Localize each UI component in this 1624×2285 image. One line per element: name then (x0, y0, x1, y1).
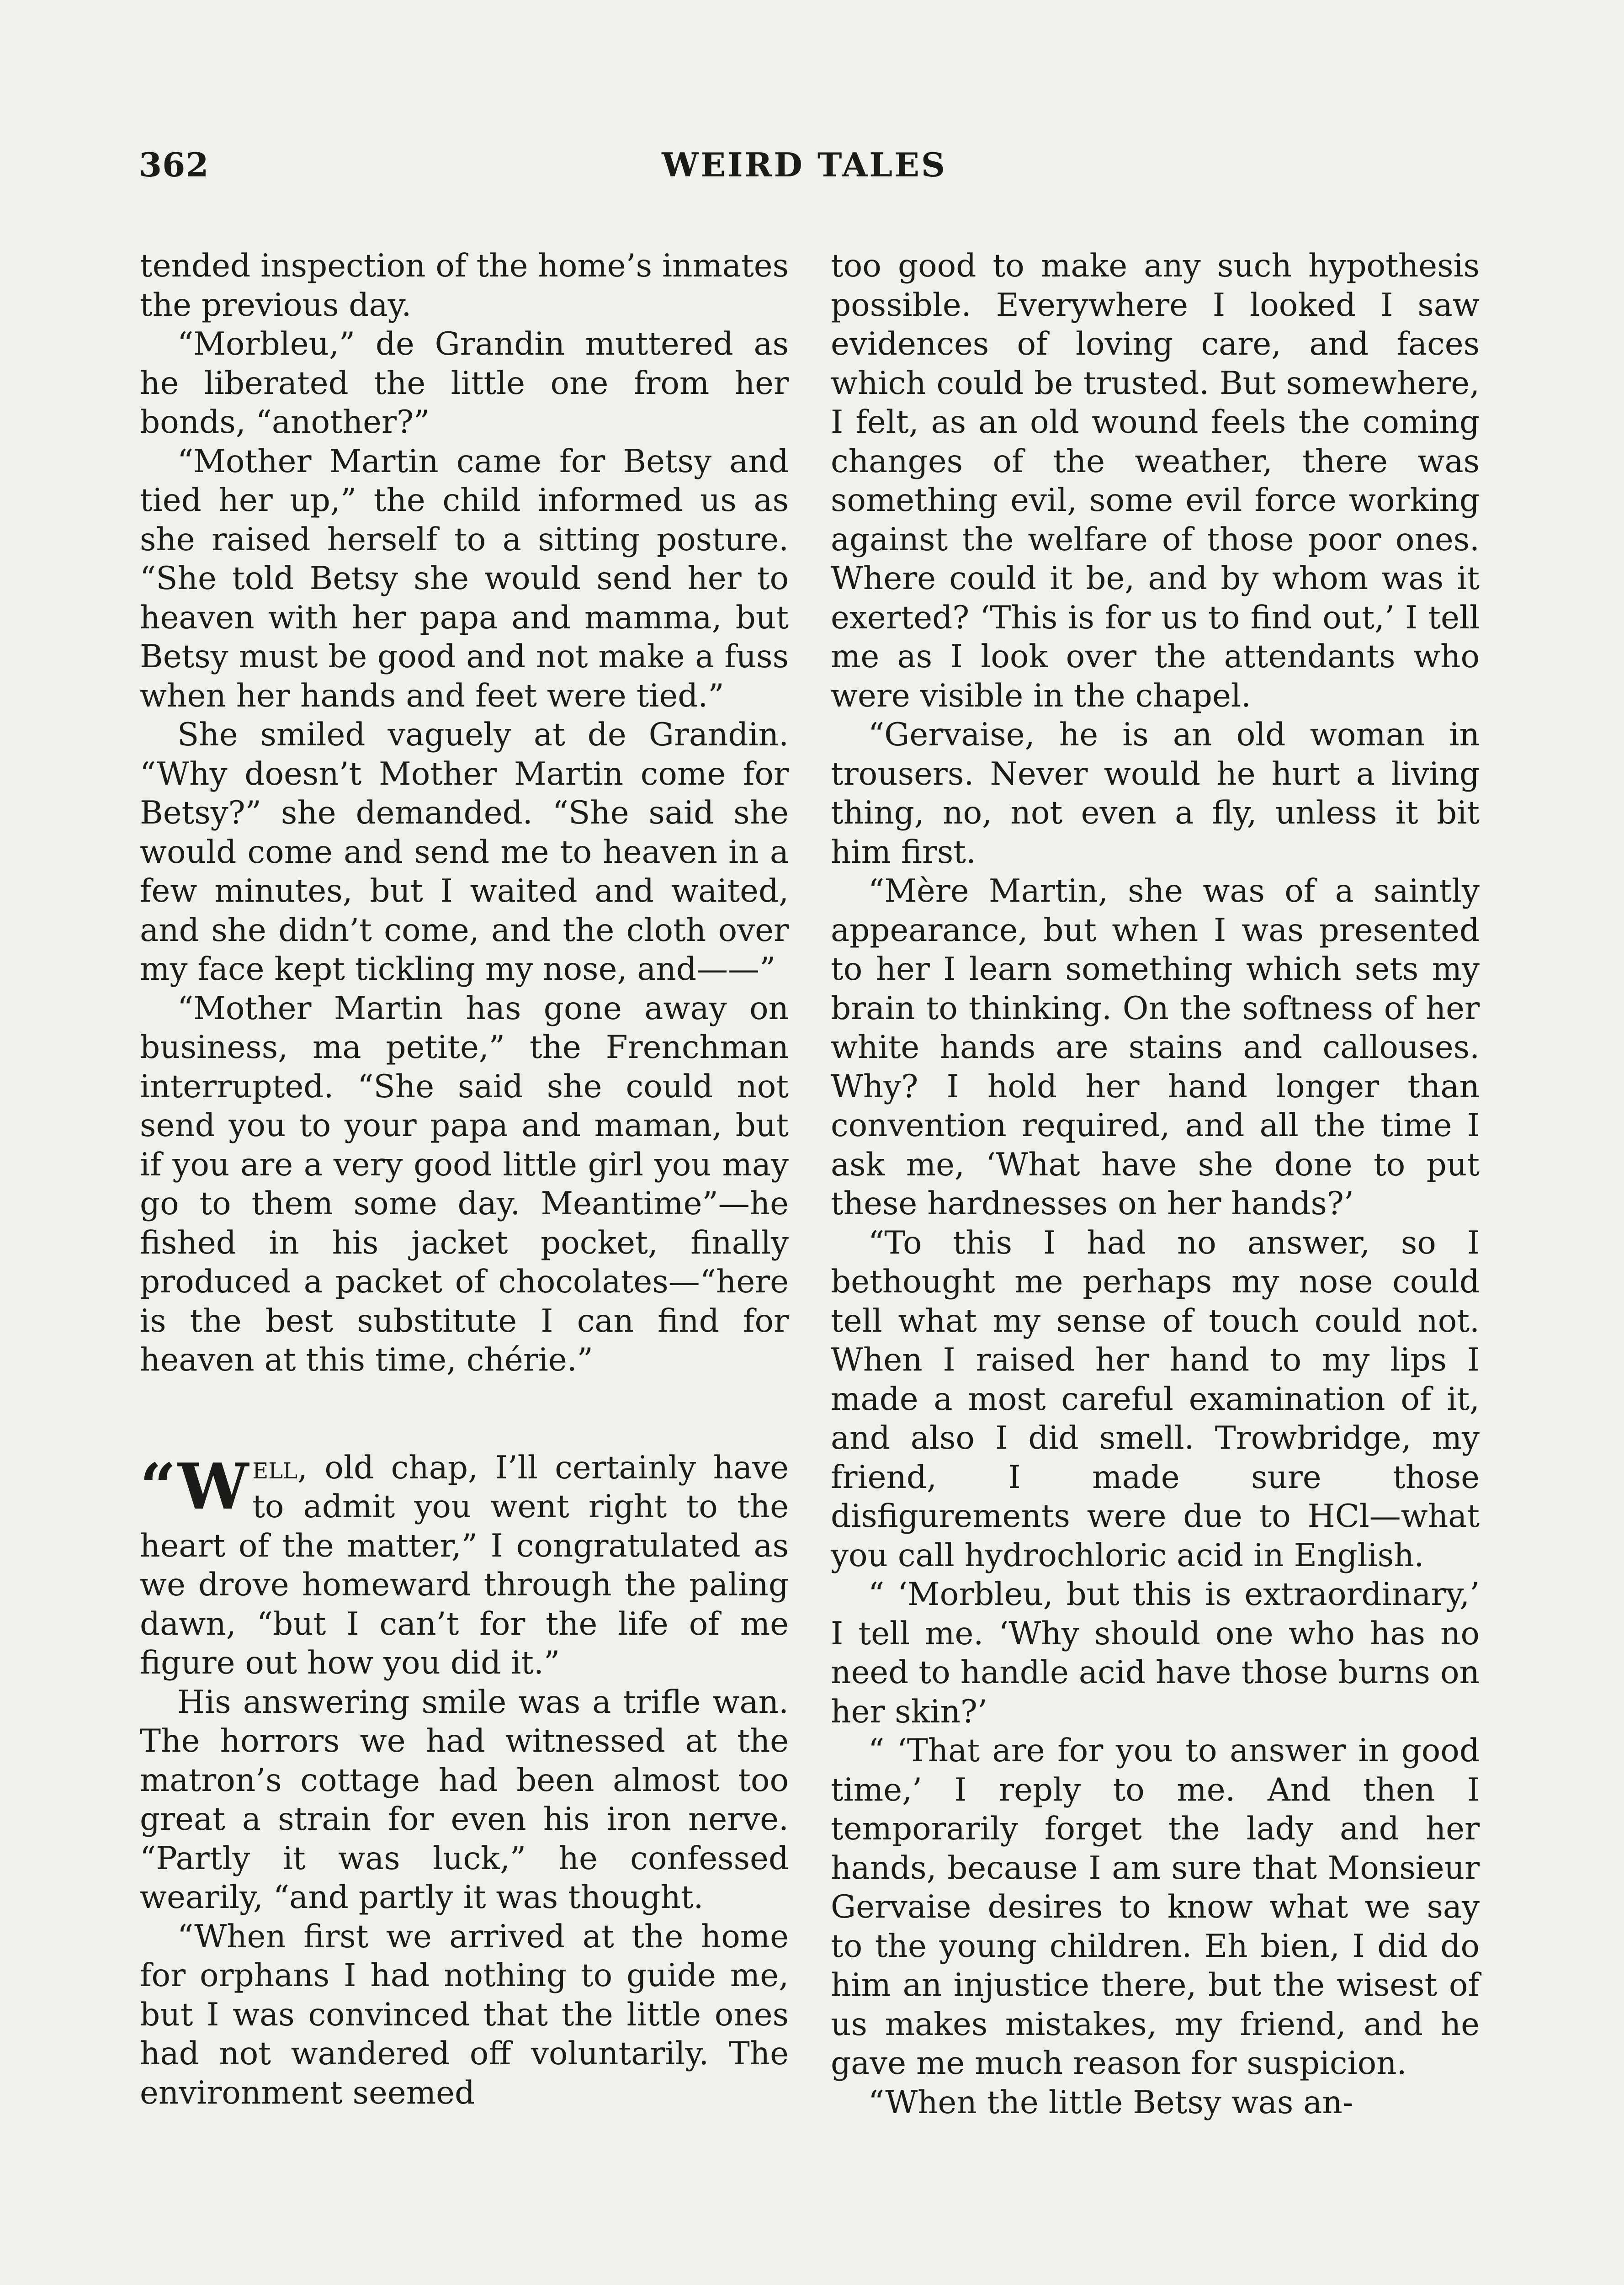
paragraph: “ ‘Morbleu, but this is extraordinary,’ I tell me. ‘Why should one who has no need to handle acid have those burns on her skin?’ (831, 1576, 1480, 1730)
paragraph: “Mother Martin came for Betsy and tied her up,” the child informed us as she raised herself to a sitting posture. “She told Betsy she would send her to heaven with her papa and mamma, but Betsy must be good and not make a fuss when her hands and feet were tied.” (140, 443, 789, 714)
running-title: WEIRD TALES (662, 145, 947, 184)
paragraph: “When first we arrived at the home for orphans I had nothing to guide me, but I was convinced that the little ones had not wandered off voluntarily. The environment seemed (140, 1918, 789, 2111)
paragraph: She smiled vaguely at de Grandin. “Why doesn’t Mother Martin come for Betsy?” she demanded. “She said she would come and send me to heaven in a few minutes, but I waited and waited, and she didn’t come, and the cloth over my face kept tickling my nose, and——” (140, 717, 789, 988)
paragraph: “To this I had no answer, so I bethought me perhaps my nose could tell what my sense of touch could not. When I raised her hand to my lips I made a most careful examination of it, and also I did smell. Trowbridge, my friend, I made sure those disfigurements were due to HCl—what you call hydrochloric acid in English. (831, 1224, 1480, 1574)
section-opening-paragraph (140, 1449, 789, 1683)
drop-cap (140, 1449, 249, 1524)
page-header (137, 145, 1471, 196)
drop-cap-letter: W (178, 1449, 249, 1524)
paragraph: “Mère Martin, she was of a saintly appearance, but when I was presented to her I learn something which sets my brain to thinking. On the softness of her white hands are stains and callouses. Why? I hold her hand longer than convention required, and all the time I ask me, ‘What have she done to put these hardnesses on her hands?’ (831, 873, 1480, 1222)
paragraph: “ ‘That are for you to answer in good time,’ I reply to me. And then I temporarily forget the lady and her hands, because I am sure that Monsieur Gervaise desires to know what we say to the young children. Eh bien, I did do him an injustice there, but the wisest of us makes mistakes, my friend, and he gave me much reason for suspicion. (831, 1732, 1480, 2082)
small-caps-lead: ell, (252, 1449, 308, 1486)
right-column (831, 247, 1480, 2122)
left-column (140, 247, 789, 2113)
paragraph: His answering smile was a trifle wan. The horrors we had witnessed at the matron’s cottage had been almost too great a strain for even his iron nerve. “Partly it was luck,” he confessed wearily, “and partly it was thought. (140, 1684, 789, 1916)
section-break (140, 1380, 789, 1449)
paragraph: “Mother Martin has gone away on business, ma petite,” the Frenchman interrupted. “She said she could not send you to your papa and maman, but if you are a very good little girl you may go to them some day. Meantime”—he fished in his jacket pocket, finally produced a packet of chocolates—“here is the best substitute I can find for heaven at this time, chérie.” (140, 990, 789, 1378)
opening-quote: “ (140, 1449, 178, 1524)
paragraph: “Morbleu,” de Grandin muttered as he liberated the little one from her bonds, “another?” (140, 326, 789, 441)
paragraph: “When the little Betsy was an- (868, 2084, 1353, 2121)
paragraph: “Gervaise, he is an old woman in trousers. Never would he hurt a living thing, no, not even a fly, unless it bit him first. (831, 717, 1480, 871)
paragraph-text: old chap, I’ll certainly have to admit you went right to the heart of the matter,” I congratulated as we drove homeward through the paling dawn, “but I can’t for the life of me figure out how you did it.” (140, 1449, 789, 1681)
page-number: 362 (139, 145, 209, 184)
paragraph: tended inspection of the home’s inmates the previous day. (140, 248, 789, 324)
paragraph: too good to make any such hypothesis possible. Everywhere I looked I saw evidences of loving care, and faces which could be trusted. But somewhere, I felt, as an old wound feels the coming changes of the weather, there was something evil, some evil force working against the welfare of those poor ones. Where could it be, and by whom was it exerted? ‘This is for us to find out,’ I tell me as I look over the attendants who were visible in the chapel. (831, 248, 1480, 714)
